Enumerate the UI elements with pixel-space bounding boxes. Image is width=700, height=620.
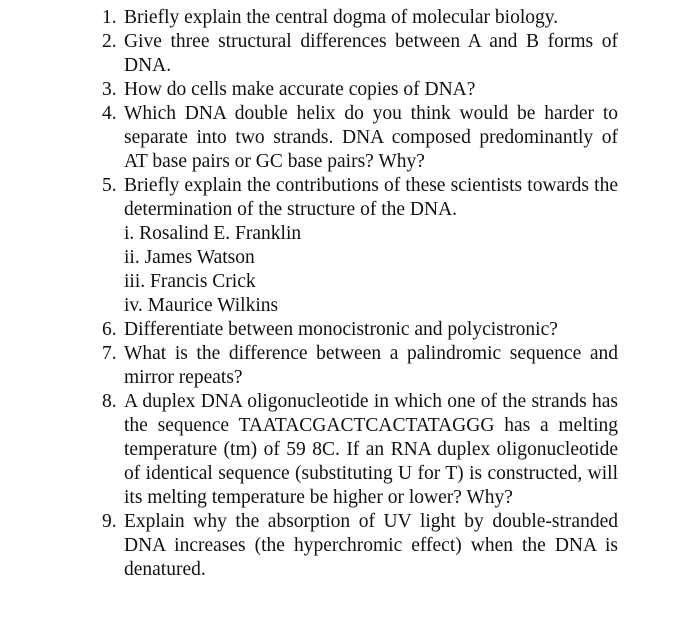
question-number: 5. — [102, 175, 117, 196]
question-item — [0, 102, 618, 174]
question-number: 3. — [102, 79, 117, 100]
question-number: 9. — [102, 511, 117, 532]
question-number: 2. — [102, 31, 117, 52]
question-item — [0, 78, 618, 102]
question-item — [0, 318, 618, 342]
question-item — [0, 390, 618, 510]
question-text: Briefly explain the contributions of these scientists towards the determination of the structure of the DNA. — [124, 175, 618, 220]
question-item — [0, 342, 618, 390]
scientist-subitem: iii. Francis Crick — [124, 271, 256, 292]
scientist-subitem: iv. Maurice Wilkins — [124, 295, 279, 316]
question-text: What is the difference between a palindromic sequence and mirror repeats? — [124, 343, 618, 388]
question-item — [0, 174, 618, 222]
question-text: Explain why the absorption of UV light by double-stranded DNA increases (the hyperchromic effect) when the DNA is denatured. — [124, 511, 618, 580]
question-text: Give three structural differences between A and B forms of DNA. — [124, 31, 618, 76]
question-text: A duplex DNA oligonucleotide in which one of the strands has the sequence TAATACGACTCACTATAGGG has a melting temperature (tm) of 59 8C. If an RNA duplex oligonucleotide of identical sequence (substituting U for T) is constructed, will its melting temperature be higher or lower? Why? — [124, 391, 618, 508]
question-number: 7. — [102, 343, 117, 364]
question-number: 1. — [102, 7, 117, 28]
question-item — [0, 30, 618, 78]
question-number: 6. — [102, 319, 117, 340]
question-list — [0, 6, 700, 582]
question-text: Which DNA double helix do you think would be harder to separate into two strands. DNA composed predominantly of AT base pairs or GC base pairs? Why? — [124, 103, 618, 172]
question-number: 8. — [102, 391, 117, 412]
scientist-subitem: ii. James Watson — [124, 247, 255, 268]
scientist-subitem: i. Rosalind E. Franklin — [124, 223, 302, 244]
question-text: How do cells make accurate copies of DNA? — [124, 79, 476, 100]
question-text: Briefly explain the central dogma of molecular biology. — [124, 7, 559, 28]
question-number: 4. — [102, 103, 117, 124]
question-item — [0, 6, 618, 30]
question-text: Differentiate between monocistronic and polycistronic? — [124, 319, 558, 340]
question-item — [0, 510, 618, 582]
